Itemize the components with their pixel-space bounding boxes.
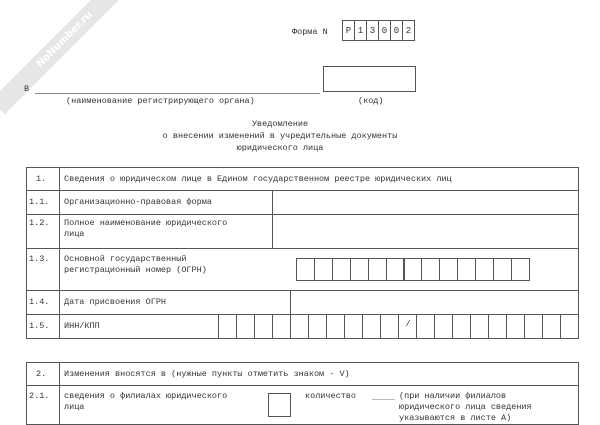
divider xyxy=(59,190,60,214)
title-line: Уведомление xyxy=(251,119,309,129)
watermark: NoNumber.ru xyxy=(0,0,139,114)
form-code-cell: 3 xyxy=(366,20,379,41)
ogrn-date-field[interactable] xyxy=(291,291,577,313)
section-number: 2. xyxy=(36,369,47,379)
inn-digit-cell[interactable] xyxy=(236,314,255,339)
form-code-cell: 0 xyxy=(378,20,391,41)
row-number: 1.3. xyxy=(29,254,50,264)
count-label: количество xyxy=(305,391,357,401)
row-number: 2.1. xyxy=(29,391,50,401)
kpp-digit-cell[interactable] xyxy=(434,314,453,339)
recipient-field[interactable] xyxy=(35,93,320,94)
recipient-caption: (наименование регистрирующего органа) xyxy=(66,96,255,106)
ogrn-digit-cell[interactable] xyxy=(314,258,333,281)
inn-digit-cell[interactable] xyxy=(272,314,291,339)
divider xyxy=(59,214,60,248)
form-code-cell: 1 xyxy=(354,20,367,41)
divider xyxy=(59,248,60,290)
row-label: ИНН/КПП xyxy=(64,321,100,331)
divider xyxy=(59,290,60,314)
inn-digit-cell[interactable] xyxy=(254,314,273,339)
code-caption: (код) xyxy=(358,96,384,106)
section-number: 1. xyxy=(36,174,47,184)
kpp-digit-cell[interactable] xyxy=(416,314,435,339)
ogrn-digit-cell[interactable] xyxy=(475,258,494,281)
kpp-digit-cell[interactable] xyxy=(524,314,543,339)
ogrn-digit-cell[interactable] xyxy=(296,258,315,281)
kpp-digit-cell[interactable] xyxy=(452,314,471,339)
ogrn-digit-cell[interactable] xyxy=(511,258,530,281)
document-title xyxy=(0,118,580,154)
section-title: Изменения вносятся в (нужные пункты отметить знаком - V) xyxy=(64,369,350,379)
kpp-digit-cell[interactable] xyxy=(506,314,525,339)
row-label: Основной государственный регистрационный номер (ОГРН) xyxy=(64,254,207,275)
ogrn-digit-cell[interactable] xyxy=(332,258,351,281)
title-line: о внесении изменений в учредительные документы xyxy=(162,131,398,141)
org-form-field[interactable] xyxy=(273,191,577,213)
row-label: Дата присвоения ОГРН xyxy=(64,297,167,307)
code-field[interactable] xyxy=(323,66,416,92)
inn-digit-cell[interactable] xyxy=(326,314,345,339)
ogrn-digit-cell[interactable] xyxy=(421,258,440,281)
inn-digit-cell[interactable] xyxy=(290,314,309,339)
branches-checkbox[interactable] xyxy=(268,393,291,417)
section-title: Сведения о юридическом лице в Едином государственном реестре юридических лиц xyxy=(64,174,452,184)
row-number: 1.1. xyxy=(29,197,50,207)
separator-cell[interactable]: / xyxy=(398,314,417,339)
ogrn-digit-cell[interactable] xyxy=(350,258,369,281)
row-number: 1.5. xyxy=(29,321,50,331)
recipient-prefix: В xyxy=(24,84,30,94)
branches-note: (при наличии филиалов юридического лица сведения указываются в листе А) xyxy=(399,391,532,423)
form-code-cell: 2 xyxy=(402,20,415,41)
ogrn-digit-cell[interactable] xyxy=(403,258,422,281)
row-number: 1.2. xyxy=(29,218,50,228)
form-label: Форма N xyxy=(292,27,328,37)
ogrn-digit-cell[interactable] xyxy=(439,258,458,281)
kpp-digit-cell[interactable] xyxy=(488,314,507,339)
form-code-cell: Р xyxy=(342,20,355,41)
inn-digit-cell[interactable] xyxy=(380,314,399,339)
form-code-cell: 0 xyxy=(390,20,403,41)
kpp-digit-cell[interactable] xyxy=(470,314,489,339)
divider xyxy=(59,362,60,386)
kpp-digit-cell[interactable] xyxy=(560,314,579,339)
row-label: Организационно-правовая форма xyxy=(64,197,212,207)
title-line: юридического лица xyxy=(236,143,324,153)
divider xyxy=(59,314,60,338)
ogrn-digit-cell[interactable] xyxy=(457,258,476,281)
row-label: сведения о филиалах юридического лица xyxy=(64,391,228,412)
row-number: 1.4. xyxy=(29,297,50,307)
full-name-field[interactable] xyxy=(273,215,577,247)
count-field[interactable] xyxy=(372,399,395,400)
divider xyxy=(59,167,60,190)
inn-digit-cell[interactable] xyxy=(362,314,381,339)
ogrn-digit-cell[interactable] xyxy=(493,258,512,281)
inn-digit-cell[interactable] xyxy=(218,314,237,339)
divider xyxy=(59,385,60,425)
kpp-digit-cell[interactable] xyxy=(542,314,561,339)
ogrn-digit-cell[interactable] xyxy=(368,258,387,281)
inn-digit-cell[interactable] xyxy=(344,314,363,339)
row-label: Полное наименование юридического лица xyxy=(64,218,228,239)
ogrn-digit-cell[interactable] xyxy=(386,258,405,281)
inn-digit-cell[interactable] xyxy=(308,314,327,339)
